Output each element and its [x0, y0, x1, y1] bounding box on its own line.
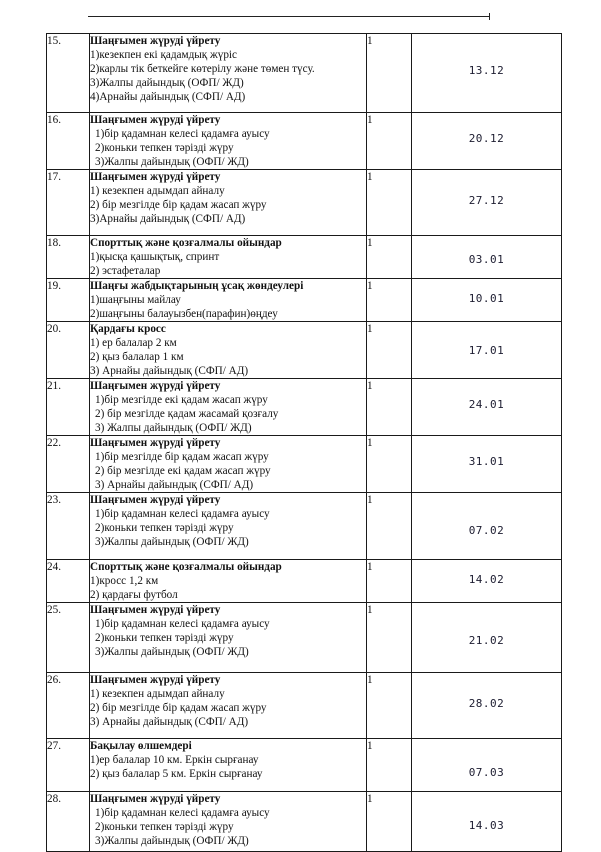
lesson-row [47, 673, 562, 739]
lesson-plan-table [46, 33, 562, 852]
lesson-number: 24. [47, 560, 90, 603]
lesson-topic: Шаңғымен жүруді үйрету [90, 114, 221, 126]
lesson-hours: 1 [367, 603, 412, 673]
lesson-date: 13.12 [468, 64, 505, 77]
lesson-number: 25. [47, 603, 90, 673]
lesson-item: 2) бір мезгілде бір қадам жасап жүру [90, 199, 267, 211]
lesson-number: 18. [47, 236, 90, 279]
lesson-row [47, 436, 562, 493]
lesson-date: 24.01 [468, 398, 505, 411]
lesson-item: 3)Жалпы дайындық (ОФП/ ЖД) [95, 835, 249, 847]
lesson-date-cell [412, 739, 562, 792]
lesson-content [90, 279, 367, 322]
lesson-item: 2)коньки тепкен тәрізді жүру [95, 821, 234, 833]
lesson-item: 3)Жалпы дайындық (ОФП/ ЖД) [95, 646, 249, 658]
lesson-item: 2) бір мезгілде екі қадам жасап жүру [95, 465, 271, 477]
lesson-date-cell [412, 493, 562, 560]
lesson-item: 3) Арнайы дайындық (СФП/ АД) [95, 479, 254, 491]
lesson-hours: 1 [367, 279, 412, 322]
header-rule [88, 16, 490, 17]
lesson-number: 21. [47, 379, 90, 436]
lesson-date-cell [412, 170, 562, 236]
lesson-number: 15. [47, 34, 90, 113]
lesson-date: 27.12 [468, 194, 505, 207]
lesson-date-cell [412, 113, 562, 170]
lesson-content [90, 792, 367, 852]
lesson-item: 3) Жалпы дайындық (ОФП/ ЖД) [95, 422, 252, 434]
lesson-content [90, 493, 367, 560]
lesson-content [90, 322, 367, 379]
lesson-date: 21.02 [468, 634, 505, 647]
lesson-topic: Қардағы кросс [90, 323, 166, 335]
lesson-row [47, 603, 562, 673]
lesson-number: 19. [47, 279, 90, 322]
lesson-date-cell [412, 560, 562, 603]
lesson-item: 2)шаңғыны балауызбен(парафин)өңдеу [90, 308, 278, 320]
lesson-hours: 1 [367, 493, 412, 560]
lesson-topic: Шаңғымен жүруді үйрету [90, 793, 221, 805]
lesson-number: 20. [47, 322, 90, 379]
lesson-hours: 1 [367, 673, 412, 739]
lesson-topic: Бақылау өлшемдері [90, 740, 192, 752]
lesson-hours: 1 [367, 170, 412, 236]
lesson-row [47, 279, 562, 322]
lesson-item: 1) кезекпен адымдап айналу [90, 688, 225, 700]
lesson-date: 17.01 [468, 344, 505, 357]
lesson-item: 1)бір мезгілде бір қадам жасап жүру [95, 451, 269, 463]
lesson-number: 27. [47, 739, 90, 792]
lesson-content [90, 113, 367, 170]
lesson-date-cell [412, 236, 562, 279]
lesson-number: 17. [47, 170, 90, 236]
lesson-item: 2) бір мезгілде бір қадам жасап жүру [90, 702, 267, 714]
lesson-content [90, 739, 367, 792]
lesson-date-cell [412, 792, 562, 852]
lesson-date-cell [412, 673, 562, 739]
lesson-topic: Шаңғымен жүруді үйрету [90, 35, 221, 47]
lesson-item: 3) Арнайы дайындық (СФП/ АД) [90, 716, 249, 728]
lesson-item: 1)бір қадамнан келесі қадамға ауысу [95, 128, 270, 140]
lesson-row [47, 379, 562, 436]
lesson-content [90, 34, 367, 113]
lesson-hours: 1 [367, 236, 412, 279]
lesson-item: 2)коньки тепкен тәрізді жүру [95, 632, 234, 644]
lesson-row [47, 560, 562, 603]
lesson-hours: 1 [367, 560, 412, 603]
lesson-item: 3)Жалпы дайындық (ОФП/ ЖД) [95, 156, 249, 168]
lesson-item: 2)коньки тепкен тәрізді жүру [95, 522, 234, 534]
lesson-row [47, 34, 562, 113]
lesson-hours: 1 [367, 113, 412, 170]
lesson-item: 3) Арнайы дайындық (СФП/ АД) [90, 365, 249, 377]
lesson-content [90, 603, 367, 673]
lesson-item: 1)бір қадамнан келесі қадамға ауысу [95, 807, 270, 819]
lesson-hours: 1 [367, 322, 412, 379]
lesson-topic: Спорттық және қозғалмалы ойындар [90, 237, 282, 249]
lesson-item: 1)кезекпен екі қадамдық жүріс [90, 49, 238, 61]
lesson-hours: 1 [367, 34, 412, 113]
lesson-item: 2)карлы тік беткейге көтерілу және төмен түсу. [90, 63, 315, 75]
lesson-number: 28. [47, 792, 90, 852]
lesson-hours: 1 [367, 379, 412, 436]
lesson-item: 1)қысқа қашықтық, спринт [90, 251, 220, 263]
lesson-date-cell [412, 322, 562, 379]
lesson-hours: 1 [367, 792, 412, 852]
lesson-item: 2)коньки тепкен тәрізді жүру [95, 142, 234, 154]
lesson-topic: Шаңғымен жүруді үйрету [90, 171, 221, 183]
lesson-item: 2) қыз балалар 5 км. Еркін сырғанау [90, 768, 263, 780]
lesson-row [47, 493, 562, 560]
lesson-item: 1)шаңғыны майлау [90, 294, 181, 306]
lesson-number: 16. [47, 113, 90, 170]
lesson-content [90, 379, 367, 436]
lesson-item: 4)Арнайы дайындық (СФП/ АД) [90, 91, 246, 103]
lesson-date: 07.03 [468, 766, 505, 779]
lesson-plan-body [47, 34, 562, 852]
lesson-item: 3)Жалпы дайындық (ОФП/ ЖД) [90, 77, 244, 89]
lesson-item: 1)кросс 1,2 км [90, 575, 159, 587]
lesson-item: 3)Жалпы дайындық (ОФП/ ЖД) [95, 536, 249, 548]
lesson-item: 3)Арнайы дайындық (СФП/ АД) [90, 213, 246, 225]
lesson-item: 1)бір қадамнан келесі қадамға ауысу [95, 508, 270, 520]
lesson-date: 28.02 [468, 697, 505, 710]
lesson-item: 1)ер балалар 10 км. Еркін сырғанау [90, 754, 259, 766]
lesson-number: 26. [47, 673, 90, 739]
lesson-date: 31.01 [468, 455, 505, 468]
lesson-topic: Спорттық және қозғалмалы ойындар [90, 561, 282, 573]
lesson-item: 1) ер балалар 2 км [90, 337, 177, 349]
lesson-row [47, 236, 562, 279]
lesson-date: 10.01 [468, 292, 505, 305]
lesson-topic: Шаңғымен жүруді үйрету [90, 380, 221, 392]
lesson-date: 20.12 [468, 132, 505, 145]
lesson-topic: Шаңғымен жүруді үйрету [90, 674, 221, 686]
lesson-content [90, 170, 367, 236]
lesson-row [47, 792, 562, 852]
lesson-topic: Шаңғы жабдықтарының ұсақ жөндеулері [90, 280, 304, 292]
lesson-content [90, 673, 367, 739]
lesson-date-cell [412, 34, 562, 113]
lesson-topic: Шаңғымен жүруді үйрету [90, 494, 221, 506]
lesson-topic: Шаңғымен жүруді үйрету [90, 437, 221, 449]
lesson-date: 07.02 [468, 524, 505, 537]
header-rule-tick [489, 13, 490, 20]
lesson-content [90, 436, 367, 493]
lesson-date-cell [412, 279, 562, 322]
lesson-item: 1)бір мезгілде екі қадам жасап жүру [95, 394, 268, 406]
lesson-item: 2) эстафеталар [90, 265, 161, 277]
lesson-row [47, 322, 562, 379]
lesson-hours: 1 [367, 739, 412, 792]
lesson-item: 2) бір мезгілде қадам жасамай қозғалу [95, 408, 279, 420]
lesson-date: 14.03 [468, 819, 505, 832]
lesson-hours: 1 [367, 436, 412, 493]
lesson-date-cell [412, 603, 562, 673]
lesson-item: 2) қардағы футбол [90, 589, 178, 601]
lesson-row [47, 113, 562, 170]
lesson-date-cell [412, 379, 562, 436]
lesson-item: 2) қыз балалар 1 км [90, 351, 184, 363]
lesson-number: 22. [47, 436, 90, 493]
lesson-date: 03.01 [468, 253, 505, 266]
lesson-row [47, 739, 562, 792]
lesson-content [90, 236, 367, 279]
lesson-item: 1)бір қадамнан келесі қадамға ауысу [95, 618, 270, 630]
lesson-item: 1) кезекпен адымдап айналу [90, 185, 225, 197]
lesson-row [47, 170, 562, 236]
lesson-number: 23. [47, 493, 90, 560]
lesson-date-cell [412, 436, 562, 493]
lesson-content [90, 560, 367, 603]
lesson-date: 14.02 [468, 573, 505, 586]
lesson-topic: Шаңғымен жүруді үйрету [90, 604, 221, 616]
